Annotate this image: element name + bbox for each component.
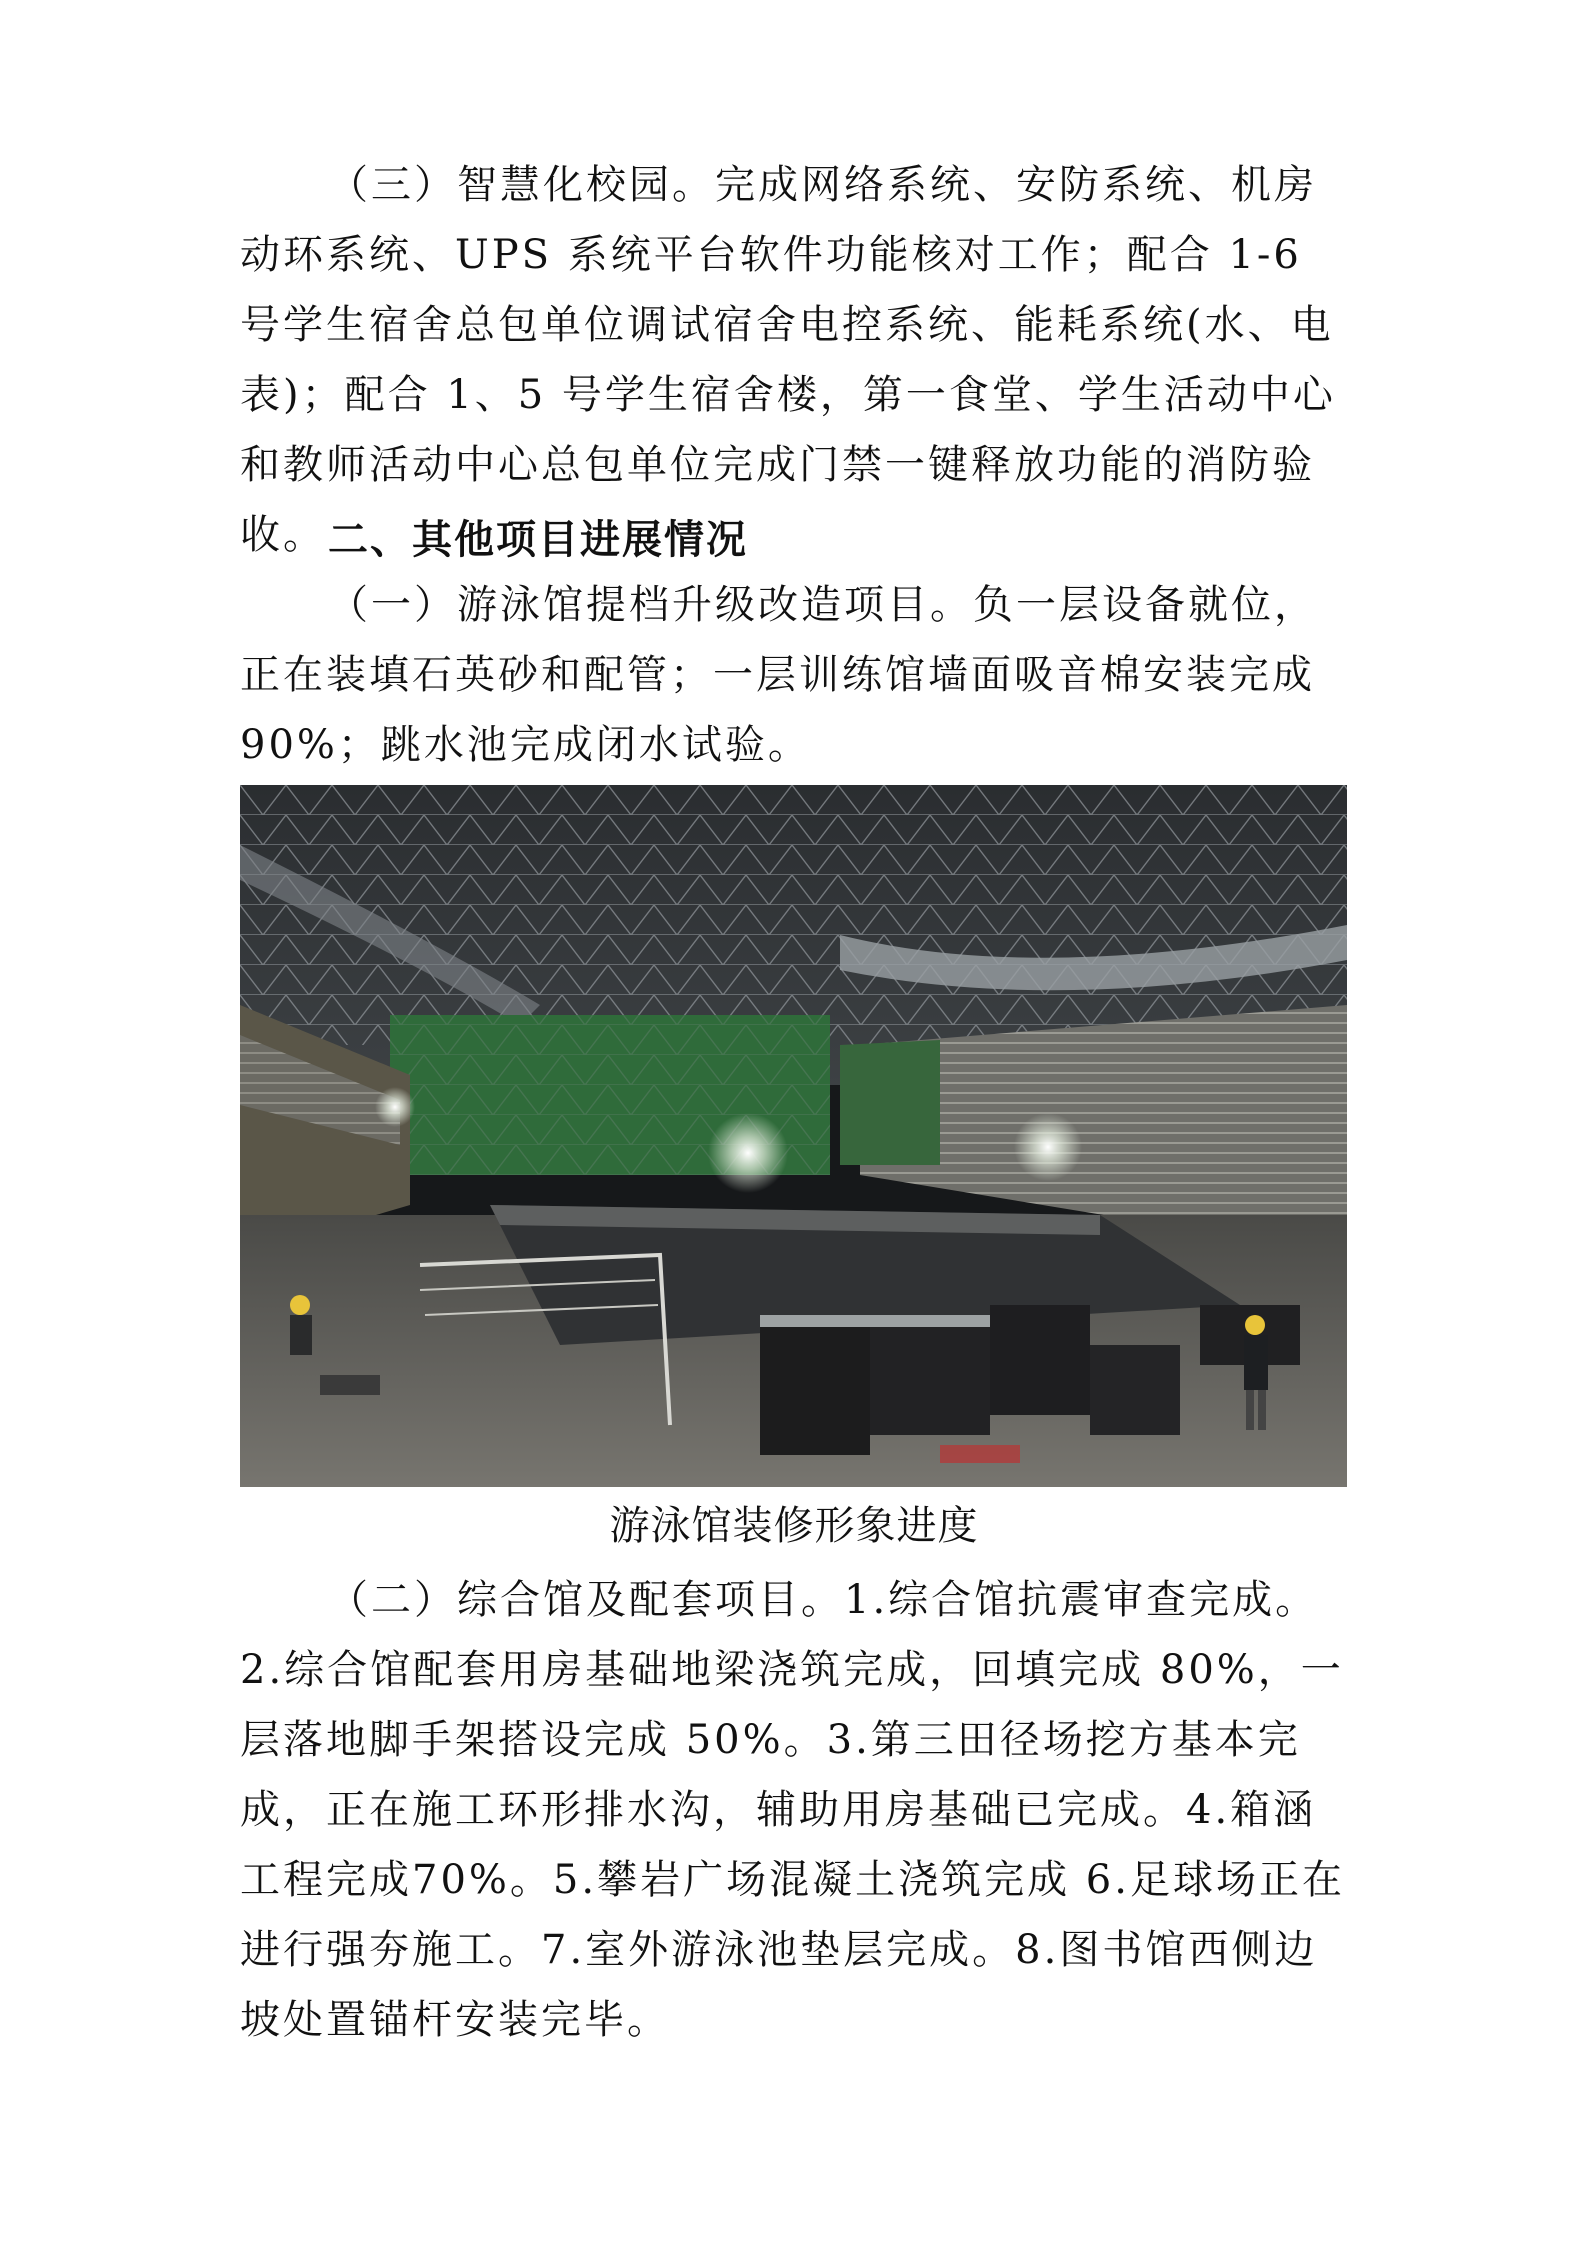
paragraph-gym-project: （二）综合馆及配套项目。1.综合馆抗震审查完成。2.综合馆配套用房基础地梁浇筑完成，回填完成 80%，一层落地脚手架搭设完成 50%。3.第三田径场挖方基本完成，正在施工环形排水沟，辅助用房基础已完成。4.箱涵工程完成70%。5.攀岩广场混凝土浇筑完成 6.足球场正在进行强夯施工。7.室外游泳池垫层完成。8.图书馆西侧边坡处置锚杆安装完毕。 [240, 1577, 1345, 2043]
paragraph-smart-campus: （三）智慧化校园。完成网络系统、安防系统、机房动环系统、UPS 系统平台软件功能核对工作；配合 1-6 号学生宿舍总包单位调试宿舍电控系统、能耗系统(水、电表)；配合 1、5 号学生宿舍楼，第一食堂、学生活动中心和教师活动中心总包单位完成门禁一键释放功能的消防验收。 [240, 162, 1336, 558]
swimming-hall-construction-photo [240, 785, 1347, 1487]
paragraph-swimming-hall: （一）游泳馆提档升级改造项目。负一层设备就位，正在装填石英砂和配管；一层训练馆墙面吸音棉安装完成90%；跳水池完成闭水试验。 [240, 582, 1317, 768]
photo-caption: 游泳馆装修形象进度 [609, 1503, 979, 1549]
section-heading-other-projects: 二、其他项目进展情况 [328, 517, 748, 563]
construction-photo-illustration [240, 785, 1347, 1487]
